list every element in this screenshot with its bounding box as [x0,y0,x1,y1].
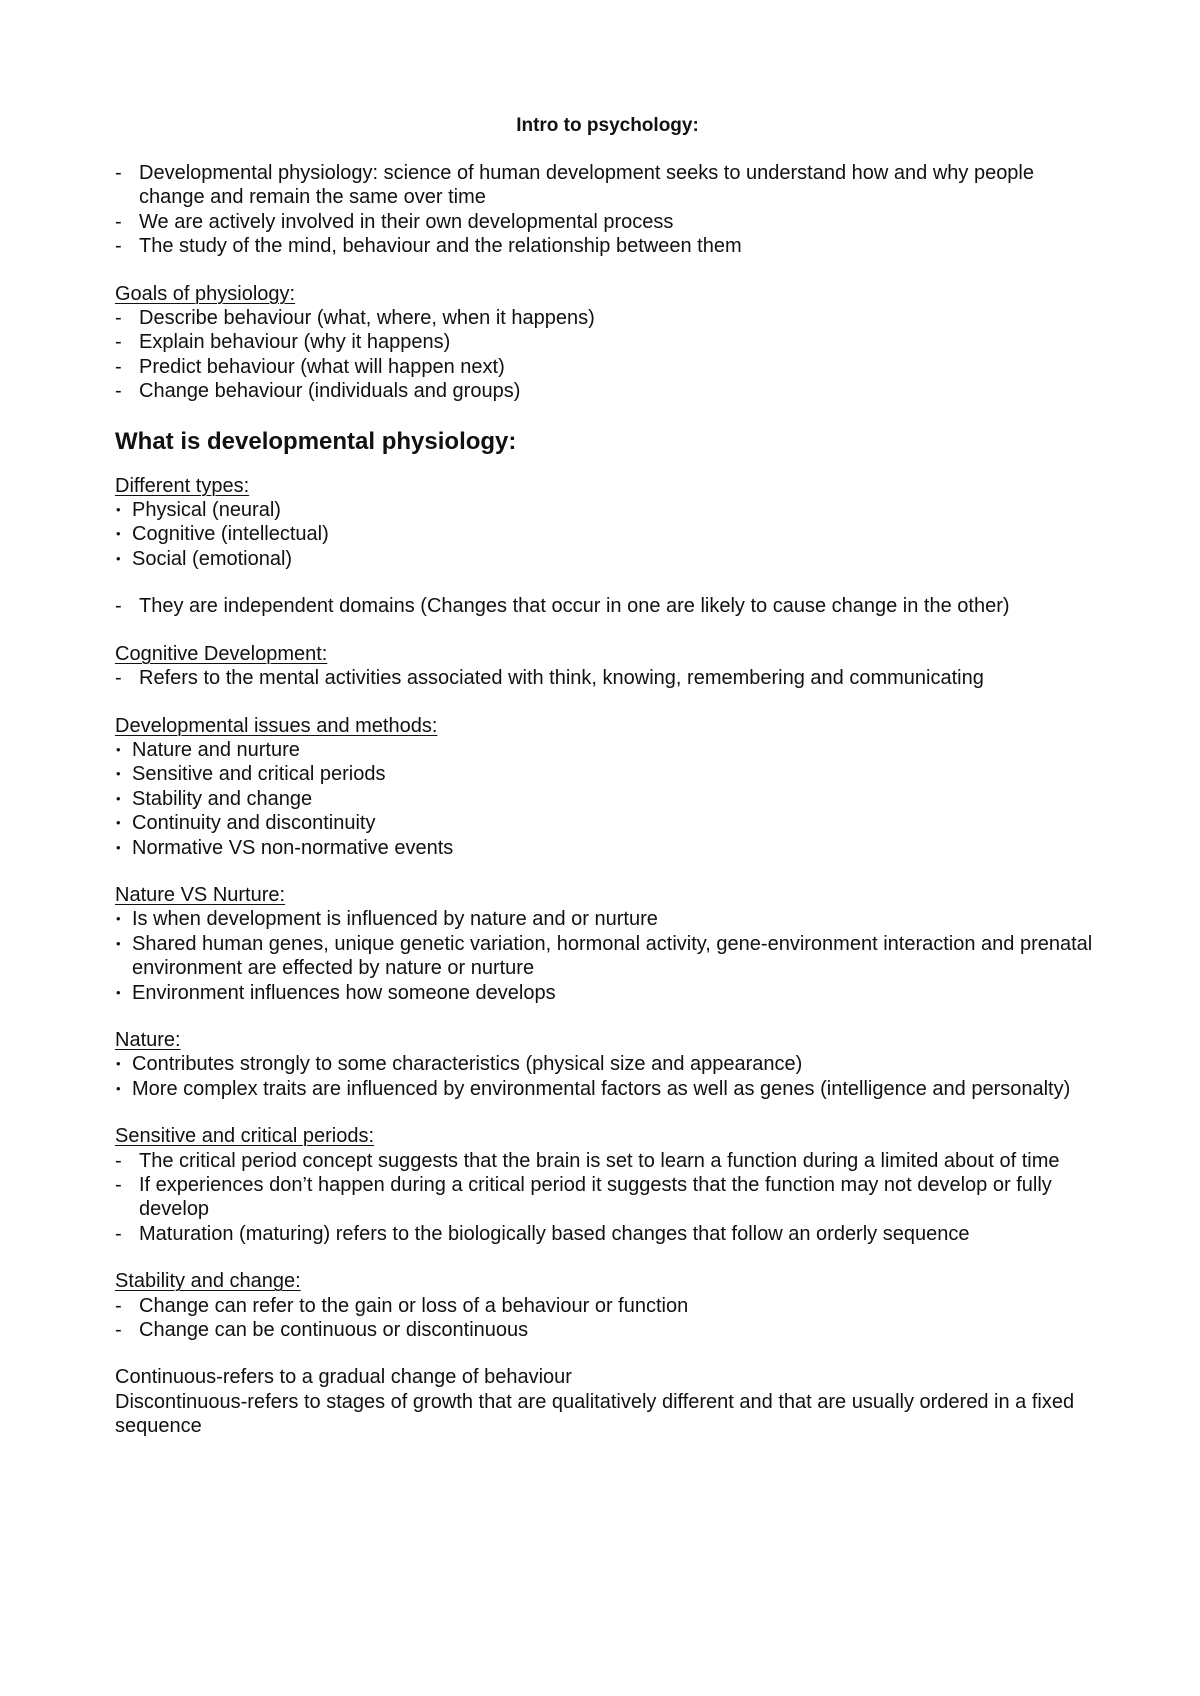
cognitive-list [115,666,1100,690]
definitions-section [115,1365,1100,1438]
list-item: • Normative VS non-normative events [116,836,454,859]
bullet-marker: • [116,1056,121,1072]
dash-marker: - [115,1174,122,1196]
dash-marker: - [115,1319,122,1342]
goals-heading: Goals of physiology: [115,282,296,305]
stability-list [115,1294,1100,1343]
list-item: • Cognitive (intellectual) [116,523,329,546]
dash-marker: - [115,331,122,354]
list-item: - If experiences don’t happen during a critical period it suggests that the function may not develop or fully develop [115,1174,1052,1221]
cognitive-heading: Cognitive Development: [115,642,328,665]
types-heading: Different types: [115,474,250,497]
goals-list [115,306,1100,404]
bullet-marker: • [116,984,121,1000]
list-item: • Stability and change [116,787,313,810]
list-item: - The critical period concept suggests that the brain is set to learn a function during a limited about of time [115,1149,1060,1172]
nature-heading: Nature: [115,1028,181,1051]
document-title: Intro to psychology: [516,115,699,136]
issues-heading: Developmental issues and methods: [115,714,438,737]
list-item: - Describe behaviour (what, where, when it happens) [115,307,595,330]
list-item: - Change behaviour (individuals and groups) [115,380,521,403]
list-item: - They are independent domains (Changes that occur in one are likely to cause change in the other) [115,595,1010,618]
sensitive-section [115,1124,1100,1246]
list-item: - Explain behaviour (why it happens) [115,331,451,354]
list-item: • Shared human genes, unique genetic variation, hormonal activity, gene-environment interaction and prenatal environment are effected by nature or nurture [116,932,1093,980]
stability-heading: Stability and change: [115,1270,301,1293]
list-item: - Refers to the mental activities associated with think, knowing, remembering and communicating [115,667,984,690]
sensitive-heading: Sensitive and critical periods: [115,1125,375,1148]
list-item: - Predict behaviour (what will happen next) [115,355,505,378]
list-item: - Change can refer to the gain or loss of a behaviour or function [115,1294,689,1317]
dash-marker: - [115,235,122,258]
issues-section [115,714,1100,860]
stability-section [115,1269,1100,1342]
bullet-marker: • [116,935,121,951]
nature-nurture-section [115,883,1100,1005]
list-item: • Nature and nurture [116,738,300,761]
bullet-marker: • [116,1080,121,1096]
list-item: • Contributes strongly to some characteristics (physical size and appearance) [116,1053,803,1076]
nature-nurture-heading: Nature VS Nurture: [115,883,286,906]
list-item: • Continuity and discontinuity [116,812,376,835]
dash-marker: - [115,1294,122,1317]
discontinuous-definition: Discontinuous-refers to stages of growth that are qualitatively different and that are usually ordered in a fixed sequence [115,1390,1075,1438]
bullet-marker: • [116,839,121,855]
bullet-marker: • [116,741,121,757]
dash-marker: - [115,667,122,690]
bullet-marker: • [116,815,121,831]
nature-nurture-list [115,907,1100,1005]
goals-section [115,282,1100,404]
list-item: • Environment influences how someone develops [116,981,556,1004]
continuous-definition: Continuous-refers to a gradual change of behaviour [115,1366,572,1389]
list-item: - The study of the mind, behaviour and the relationship between them [115,235,742,258]
list-item: • Physical (neural) [116,499,281,522]
list-item: • Sensitive and critical periods [116,763,386,786]
nature-section [115,1028,1100,1101]
list-item: • More complex traits are influenced by environmental factors as well as genes (intelligence and personalty) [116,1077,1071,1100]
list-item: - Change can be continuous or discontinuous [115,1319,529,1342]
bullet-marker: • [116,526,121,542]
dash-marker: - [115,1149,122,1172]
bullet-marker: • [116,911,121,927]
dash-marker: - [115,380,122,403]
list-item: - Maturation (maturing) refers to the biologically based changes that follow an orderly sequence [115,1222,970,1245]
dash-marker: - [115,595,122,618]
list-item: • Is when development is influenced by nature and or nurture [116,908,658,931]
issues-list [115,738,1100,860]
cognitive-section [115,642,1100,691]
types-list [115,498,1100,571]
dash-marker: - [115,355,122,378]
list-item: • Social (emotional) [116,547,293,570]
bullet-marker: • [116,766,121,782]
list-item: - Developmental physiology: science of human development seeks to understand how and why people change and remain the same over time [115,162,1034,209]
nature-list [115,1052,1100,1101]
intro-list [115,161,1100,259]
dash-marker: - [115,1222,122,1245]
sensitive-list [115,1149,1100,1247]
main-heading: What is developmental physiology: [115,427,517,455]
types-section [115,474,1100,572]
bullet-marker: • [116,550,121,566]
list-item: - We are actively involved in their own developmental process [115,210,674,233]
dash-marker: - [115,307,122,330]
bullet-marker: • [116,790,121,806]
dash-marker: - [115,210,122,233]
types-note-list [115,594,1100,618]
dash-marker: - [115,162,122,184]
bullet-marker: • [116,502,121,518]
